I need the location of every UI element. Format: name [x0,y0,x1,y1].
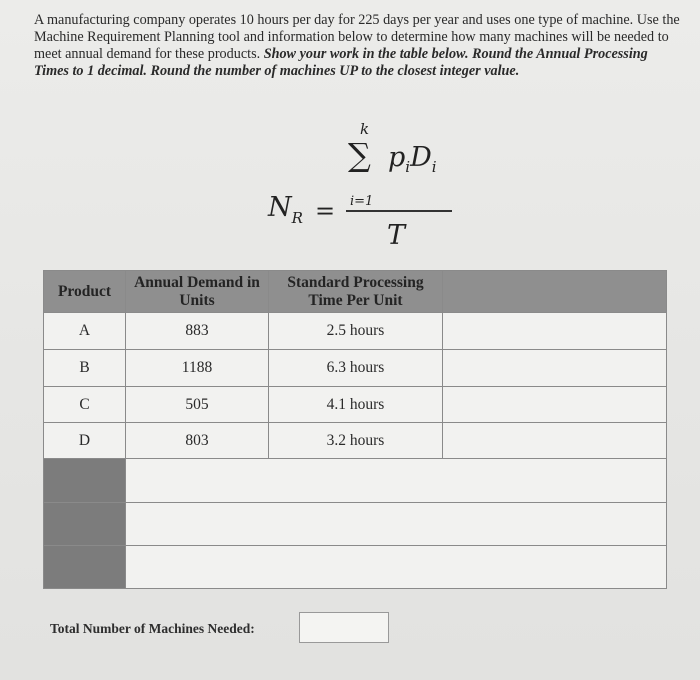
table-row [44,313,667,350]
sum-upper-limit: k [360,120,370,138]
equals-sign: = [315,197,336,225]
blank-work-cell[interactable] [126,503,667,546]
header-processing-time: Standard Processing Time Per Unit [269,271,443,313]
machine-requirement-formula [262,120,462,260]
lhs-subscript: R [291,209,303,227]
cell-time: 3.2 hours [269,423,443,459]
table-row [44,423,667,459]
problem-text: A manufacturing company operates 10 hours per day for 225 days per year and uses one type of machine. Use the Machine Requirement Planning tool and information below to determine how many machines will be needed to meet annual demand for these products. [34,12,680,62]
cell-product: D [44,423,126,459]
cell-product: C [44,387,126,423]
table-row [44,387,667,423]
term-p-subscript: i [405,158,411,176]
table-row [44,350,667,387]
fraction-bar [346,210,452,212]
blank-work-cell[interactable] [126,546,667,589]
term-p: p [388,142,406,173]
problem-instructions: Show your work in the table below. Round the Annual Processing Times to 1 decimal. Round the number of machines UP to the closest integer value. [34,46,648,79]
cell-demand: 1188 [126,350,269,387]
blank-row [44,503,667,546]
cell-work[interactable] [443,387,667,423]
header-annual-demand: Annual Demand in Units [126,271,269,313]
cell-product: A [44,313,126,350]
blank-product-cell [44,459,126,503]
cell-demand: 803 [126,423,269,459]
blank-work-cell[interactable] [126,459,667,503]
cell-product: B [44,350,126,387]
blank-product-cell [44,503,126,546]
cell-time: 6.3 hours [269,350,443,387]
blank-row [44,546,667,589]
blank-product-cell [44,546,126,589]
term-d-subscript: i [431,158,437,176]
term-d: D [410,142,432,173]
formula-denominator: T [387,220,406,251]
cell-work[interactable] [443,313,667,350]
problem-statement [34,12,684,80]
blank-row [44,459,667,503]
sum-lower-limit: i=1 [350,194,374,209]
formula-lhs [268,192,303,227]
table-header-row [44,271,667,313]
header-work-column [443,271,667,313]
sigma-symbol: ∑ [348,136,371,174]
total-machines-input[interactable] [299,612,389,643]
cell-time: 2.5 hours [269,313,443,350]
header-product: Product [44,271,126,313]
sum-term [388,143,437,182]
cell-demand: 883 [126,313,269,350]
work-table [43,270,667,589]
cell-work[interactable] [443,350,667,387]
cell-demand: 505 [126,387,269,423]
total-machines-label: Total Number of Machines Needed: [50,621,255,636]
cell-work[interactable] [443,423,667,459]
lhs-n: N [268,192,292,223]
cell-time: 4.1 hours [269,387,443,423]
